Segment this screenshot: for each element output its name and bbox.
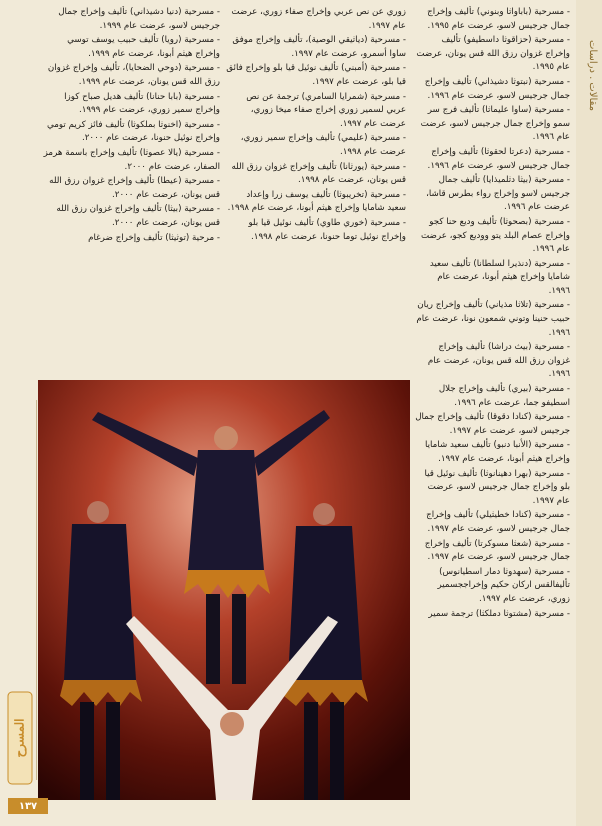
- list-item: - مسرحية (شعثا مسوكرتا) تأليف وإخراج جمال جرجيس لاسو، عرضت عام ١٩٩٧.: [424, 538, 570, 563]
- logo-icon: [6, 690, 34, 786]
- photo-icon: [38, 380, 410, 800]
- logo-text: المسرح: [12, 718, 27, 758]
- list-item: - مسرحية (كنادا خطيثيلي) تأليف وإخراج جمال جرجيس لاسو، عرضت عام ١٩٩٧.: [426, 510, 570, 534]
- page-number: ١٣٧: [8, 798, 48, 814]
- list-item: - مسرحية (باباواثا وبنوني) تأليف وإخراج جمال جرجيس لاسو، عرضت عام ١٩٩٥.: [427, 7, 570, 31]
- list-item: - مسرحية (بيثا دثلميذايا) تأليف جمال جرجيس لاسو وإخراج رواء بطرس قاشا، عرضت عام ١٩٩٦.: [426, 175, 570, 213]
- list-item: - مسرحية (تخريبوثا) تأليف يوسف زرا وإعداد سعيد شامايا وإخراج هيثم أبونا، عرضت عام ١٩٩٨.: [227, 189, 406, 214]
- magazine-logo: [6, 690, 34, 786]
- list-item: - مسرحية (اخنوثا بملكوثا) تأليف فائز كريم تومي وإخراج نوئيل حنونا، عرضت عام ٢٠٠٠.: [47, 119, 220, 144]
- list-item: - مسرحية (بيثا) تأليف وإخراج غزوان رزق الله قس يونان، عرضت عام ٢٠٠٠.: [56, 204, 220, 228]
- list-item: - مسرحية (يورثانا) تأليف وإخراج غزوان رزق الله قس يونان، عرضت عام ١٩٩٨.: [231, 161, 406, 186]
- text-column-right: [414, 6, 570, 788]
- list-item: - مسرحية (عيطا) تأليف وإخراج غزوان رزق الله قس يونان، عرضت عام ٢٠٠٠.: [49, 176, 220, 200]
- text-column-left: [40, 6, 220, 368]
- divider: [36, 400, 37, 780]
- list-item: - مسرحية (ساوا عليماثا) تأليف فرج سر سمو وإخراج جمال جرجيس لاسو، عرضت عام ١٩٩٦.: [420, 105, 570, 143]
- list-item: زوري عن نص عربي وإخراج صفاء زوري، عرضت عام ١٩٩٧.: [231, 7, 406, 31]
- list-item: - مسرحية (شمرايا السامري) ترجمة عن نص عربي لسمير زوري إخراج صفاء ميخا زوري، عرضت عام ١٩٩٧.: [246, 91, 406, 129]
- list-item: - مسرحية (خوري طاوي) تأليف نوئيل قيا بلو وإخراج نوئيل توما حنونا، عرضت عام ١٩٩٨.: [248, 217, 406, 242]
- list-item: - مسرحية (دنيا دشيذاني) تأليف وإخراج جمال جرجيس لاسو، عرضت عام ١٩٩٩.: [58, 7, 220, 31]
- list-item: - مسرحية (بصحوثا) تأليف وديع حنا كجو وإخراج عصام البلد يتو ووديع كجو، عرضت عام ١٩٩٦.: [421, 216, 570, 255]
- list-item: - مسرحية (سهدوثا دمار اسطيانوس) تأليفالقس اركان حكيم وإخراججسمير زوري، عرضت عام ١٩٩٧.: [437, 566, 570, 604]
- list-item: - مسرحية (بيري) تأليف وإخراج جلال اسطيفو جما، عرضت عام ١٩٩٦.: [438, 384, 570, 408]
- list-item: - مسرحية (دياثيقي الوصية)، تأليف وإخراج موفق ساوا أسمرو، عرضت عام ١٩٩٧.: [232, 35, 406, 59]
- stage-photo: [38, 380, 410, 800]
- list-item: - مسرحية (دنذيرا لسلطانا) تأليف سعيد شامايا وإخراج هيثم أبونا، عرضت عام ١٩٩٦.: [429, 258, 570, 296]
- list-item: - مسرحية (كنادا دقوقا) تأليف وإخراج جمال جرجيس لاسو، عرضت عام ١٩٩٧.: [415, 412, 570, 436]
- list-item: - مسرحية (دعرتا لحقوثا) تأليف وإخراج جمال جرجيس لاسو، عرضت عام ١٩٩٦.: [427, 146, 570, 171]
- list-item: - مسرحية (بابا حنانا) تأليف هديل صباح كوزا وإخراج سمير زوري، عرضت عام ١٩٩٩.: [64, 91, 220, 116]
- list-item: - مسرحية (رويا) تأليف حبيب يوسف توسي وإخراج هيثم أبونا، عرضت عام ١٩٩٩.: [67, 35, 220, 59]
- list-item: - مسرحية (أمبني) تأليف نوئيل قيا بلو وإخراج فائق قيا بلو، عرضت عام ١٩٩٧.: [226, 63, 406, 87]
- list-item: - مرحية (توثيثا) تأليف وإخراج ضرغام: [88, 232, 220, 243]
- list-item: - مسرحية (الأنبا دنبو) تأليف سعيد شامايا وإخراج هيثم أبونا، عرضت عام ١٩٩٧.: [424, 440, 570, 464]
- list-item: - مسرحية (مشتوثا دملكثا) ترجمة سمير: [428, 608, 570, 619]
- list-item: - مسرحية (دوحي الضحايا)، تأليف وإخراج غزوان رزق الله قس يونان، عرضت عام ١٩٩٩.: [47, 63, 220, 87]
- list-item: - مسرحية (بهرا دهينانوثا) تأليف نوئيل قيا بلو وإخراج جمال جرجيس لاسو، عرضت عام ١٩٩٧.: [424, 468, 570, 506]
- list-item: - مسرحية (نبتوثا دشيذاني) تأليف وإخراج جمال جرجيس لاسو، عرضت عام ١٩٩٦.: [424, 76, 570, 101]
- list-item: - مسرحية (حزاقوثا داسطيفو) تأليف وإخراج غزوان رزق الله قس يونان، عرضت عام ١٩٩٥.: [416, 35, 570, 73]
- list-item: - مسرحية (عليمي) تأليف وإخراج سمير زوري، عرضت عام ١٩٩٨.: [240, 133, 406, 157]
- list-item: - مسرحية (يالا عصوثا) تأليف وإخراج باسمة هرمز الصفار، عرضت عام ٢٠٠٠.: [43, 147, 220, 172]
- text-column-middle: [226, 6, 406, 368]
- section-label: مقالات . دراسات: [587, 40, 598, 112]
- list-item: - مسرحية (تلاثا مذياني) تأليف وإخراج ريان حبيب حنينا وتوني شمعون نونا، عرضت عام ١٩٩٦.: [416, 300, 570, 338]
- list-item: - مسرحية (بيث دراشا) تأليف وإخراج غزوان رزق الله قس يونان، عرضت عام ١٩٩٦.: [427, 342, 570, 380]
